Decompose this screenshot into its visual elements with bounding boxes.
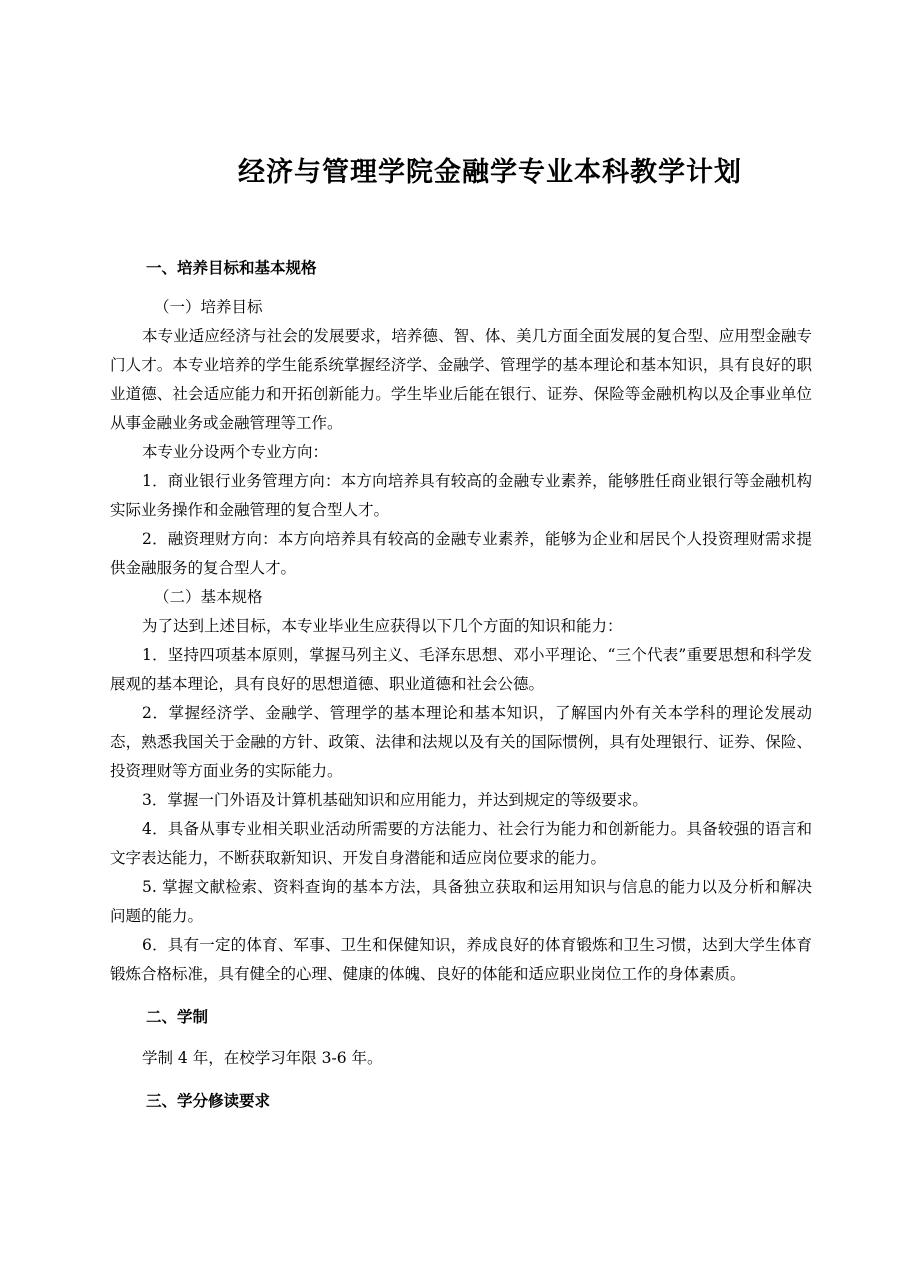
paragraph-goals: 本专业适应经济与社会的发展要求，培养德、智、体、美几方面全面发展的复合型、应用型金融专门人才。本专业培养的学生能系统掌握经济学、金融学、管理学的基本理论和基本知识，具有良好的职业道德、社会适应能力和开拓创新能力。学生毕业后能在银行、证券、保险等金融机构以及企事业单位从事金融业务或金融管理等工作。 [110,327,812,432]
list-item: 1．坚持四项基本原则，掌握马列主义、毛泽东思想、邓小平理论、“三个代表”重要思想和科学发展观的基本理论，具有良好的思想道德、职业道德和社会公德。 [110,646,812,693]
list-item: 6．具有一定的体育、军事、卫生和保健知识，养成良好的体育锻炼和卫生习惯，达到大学生体育锻炼合格标准，具有健全的心理、健康的体魄、良好的体能和适应职业岗位工作的身体素质。 [110,936,812,983]
subsection-heading-specifications: （二）基本规格 [154,588,263,606]
list-item: 5. 掌握文献检索、资料查询的基本方法，具备独立获取和运用知识与信息的能力以及分析和解决问题的能力。 [110,878,812,925]
list-item: 2．掌握经济学、金融学、管理学的基本理论和基本知识，了解国内外有关本学科的理论发展动态，熟悉我国关于金融的方针、政策、法律和法规以及有关的国际惯例，具有处理银行、证券、保险、投资理财等方面业务的实际能力。 [110,704,812,780]
paragraph-direction-1: 1．商业银行业务管理方向：本方向培养具有较高的金融专业素养，能够胜任商业银行等金融机构实际业务操作和金融管理的复合型人才。 [110,472,812,519]
paragraph-direction-2: 2．融资理财方向：本方向培养具有较高的金融专业素养，能够为企业和居民个人投资理财需求提供金融服务的复合型人才。 [110,530,812,577]
document-body [110,254,812,1116]
section-heading-training-goals: 一、培养目标和基本规格 [146,259,317,277]
document-title: 经济与管理学院金融学专业本科教学计划 [238,157,742,188]
section-heading-duration: 二、学制 [146,1008,209,1026]
paragraph-duration: 学制 4 年，在校学习年限 3-6 年。 [142,1049,383,1067]
subsection-heading-goals: （一）培养目标 [154,298,263,316]
paragraph-directions-intro: 本专业分设两个专业方向： [142,443,329,461]
list-item: 4．具备从事专业相关职业活动所需要的方法能力、社会行为能力和创新能力。具备较强的语言和文字表达能力，不断获取新知识、开发自身潜能和适应岗位要求的能力。 [110,820,812,867]
paragraph-specifications-intro: 为了达到上述目标，本专业毕业生应获得以下几个方面的知识和能力： [142,617,623,635]
section-heading-credits: 三、学分修读要求 [146,1092,271,1110]
list-item: 3．掌握一门外语及计算机基础知识和应用能力，并达到规定的等级要求。 [142,791,648,809]
